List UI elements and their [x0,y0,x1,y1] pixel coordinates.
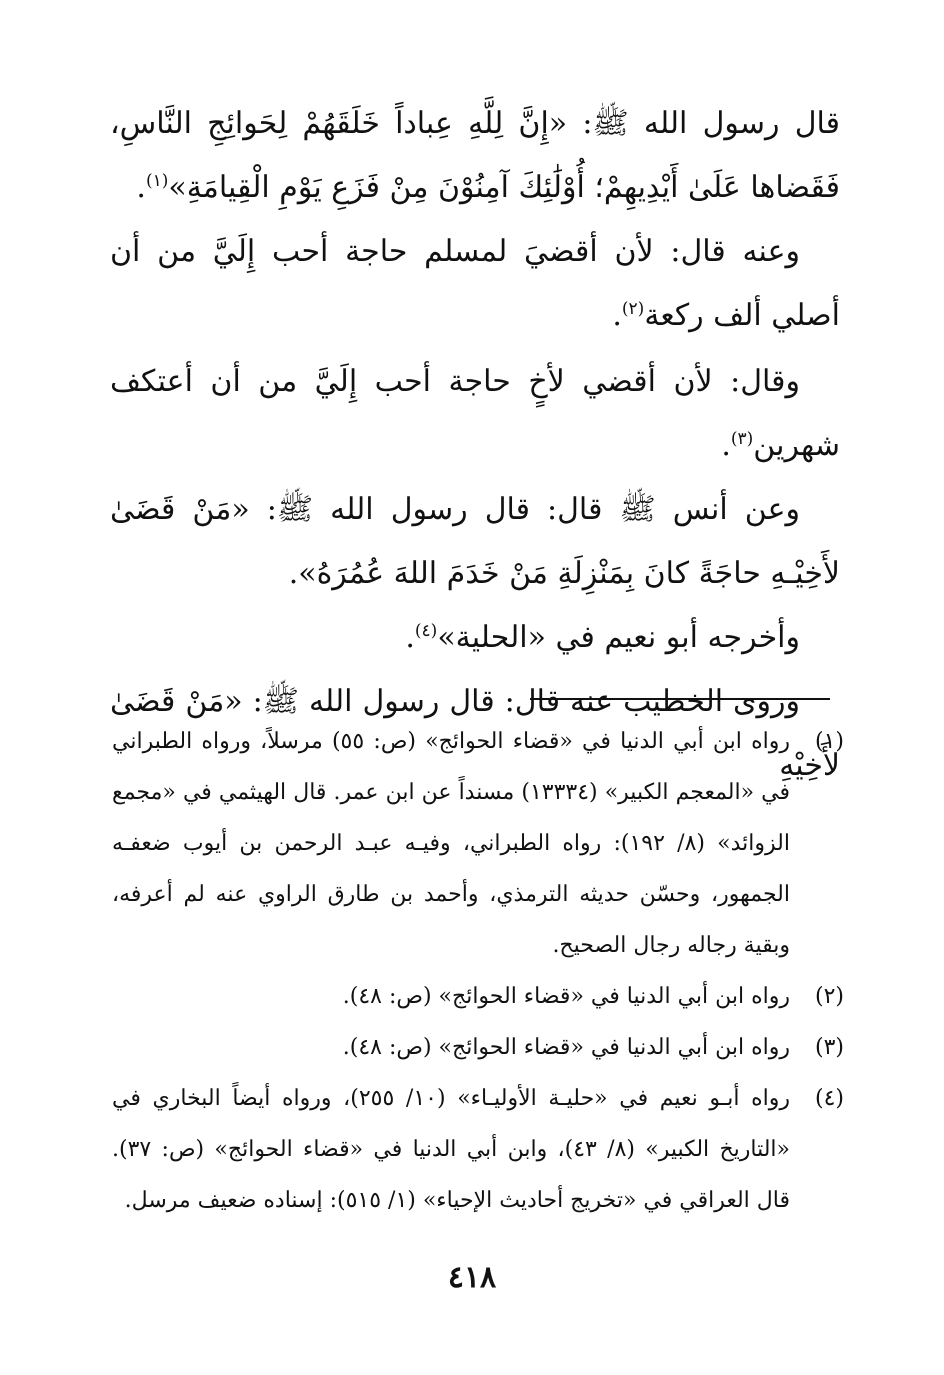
footnote-number: (١) [814,729,844,754]
footnote-number: (٢) [814,984,844,1009]
footnote-text: رواه ابن أبي الدنيا في «قضاء الحوائج» (ص: ٤٨). [342,1035,790,1060]
paragraph-4 [110,478,840,606]
footnote-3 [112,1022,844,1073]
footnote-number: (٤) [814,1086,844,1111]
paragraph-end: . [136,170,146,205]
paragraph-text: وروى الخطيب عنه قال: قال رسول الله ﷺ: «مَنْ قَضَىٰ لأَخِيْهِ [110,684,840,783]
paragraph-text: وأخرجه أبو نعيم في «الحلية» [437,620,800,655]
paragraph-text: وعن أنس ﷺ قال: قال رسول الله ﷺ: «مَنْ قَضَىٰ لأَخِيْـهِ حاجَةً كانَ بِمَنْزِلَةِ مَنْ خَدَمَ اللهَ عُمُرَهُ». [110,492,840,591]
footnote-separator [530,698,830,700]
footnote-text: رواه أبـو نعيم في «حليـة الأوليـاء» (١٠/ ٢٥٥)، ورواه أيضاً البخاري في «التاريخ الكبير» (٨/ ٤٣)، وابن أبي الدنيا في «قضاء الحوائج» (ص: ٣٧). قال العراقي في «تخريج أحاديث الإحياء» (١/ ٥١٥): إسناده ضعيف مرسل. [112,1086,791,1213]
paragraph-text: وقال: لأن أقضي لأخٍ حاجة أحب إِلَيَّ من أن أعتكف شهرين [110,364,840,463]
footnote-2 [112,971,844,1022]
paragraph-end: . [721,428,731,463]
footnote-4 [112,1073,844,1226]
page-number: ٤١٨ [447,1260,497,1295]
paragraph-1 [110,92,840,220]
footnote-ref-2[interactable]: (٢) [621,299,645,319]
footnote-number: (٣) [814,1035,844,1060]
paragraph-end: . [405,620,415,655]
paragraph-text: وعنه قال: لأن أقضيَ لمسلم حاجة أحب إِلَيَّ من أن أصلي ألف ركعة [110,234,840,333]
footnote-ref-1[interactable]: (١) [145,171,169,191]
paragraph-text: قال رسول الله ﷺ: «إِنَّ لِلَّهِ عِباداً خَلَقَهُمْ لِحَوائِجِ النَّاسِ، فَقَضاها عَلَىٰ أَيْدِيهِمْ؛ أُوْلَٰئِكَ آمِنُوْنَ مِنْ فَزَعِ يَوْمِ الْقِيامَةِ» [110,106,840,205]
paragraph-5 [110,606,840,670]
footnote-text: رواه ابن أبي الدنيا في «قضاء الحوائج» (ص: ٥٥) مرسلاً، ورواه الطبراني في «المعجم الكبير» (١٣٣٣٤) مسنداً عن ابن عمر. قال الهيثمي في «مجمع الزوائد» (٨/ ١٩٢): رواه الطبراني، وفيـه عبـد الرحمن بن أيوب ضعفـه الجمهور، وحسّن حديثه الترمذي، وأحمد بن طارق الراوي عنه لم أعرفه، وبقية رجاله رجال الصحيح. [112,729,791,958]
footnote-ref-3[interactable]: (٣) [730,429,754,449]
footnotes-section [112,716,844,1226]
footnote-1 [112,716,844,971]
paragraph-3 [110,350,840,478]
footnote-text: رواه ابن أبي الدنيا في «قضاء الحوائج» (ص: ٤٨). [342,984,790,1009]
paragraph-2 [110,220,840,348]
footnote-ref-4[interactable]: (٤) [414,621,438,641]
paragraph-end: . [612,298,622,333]
main-text [110,92,840,798]
